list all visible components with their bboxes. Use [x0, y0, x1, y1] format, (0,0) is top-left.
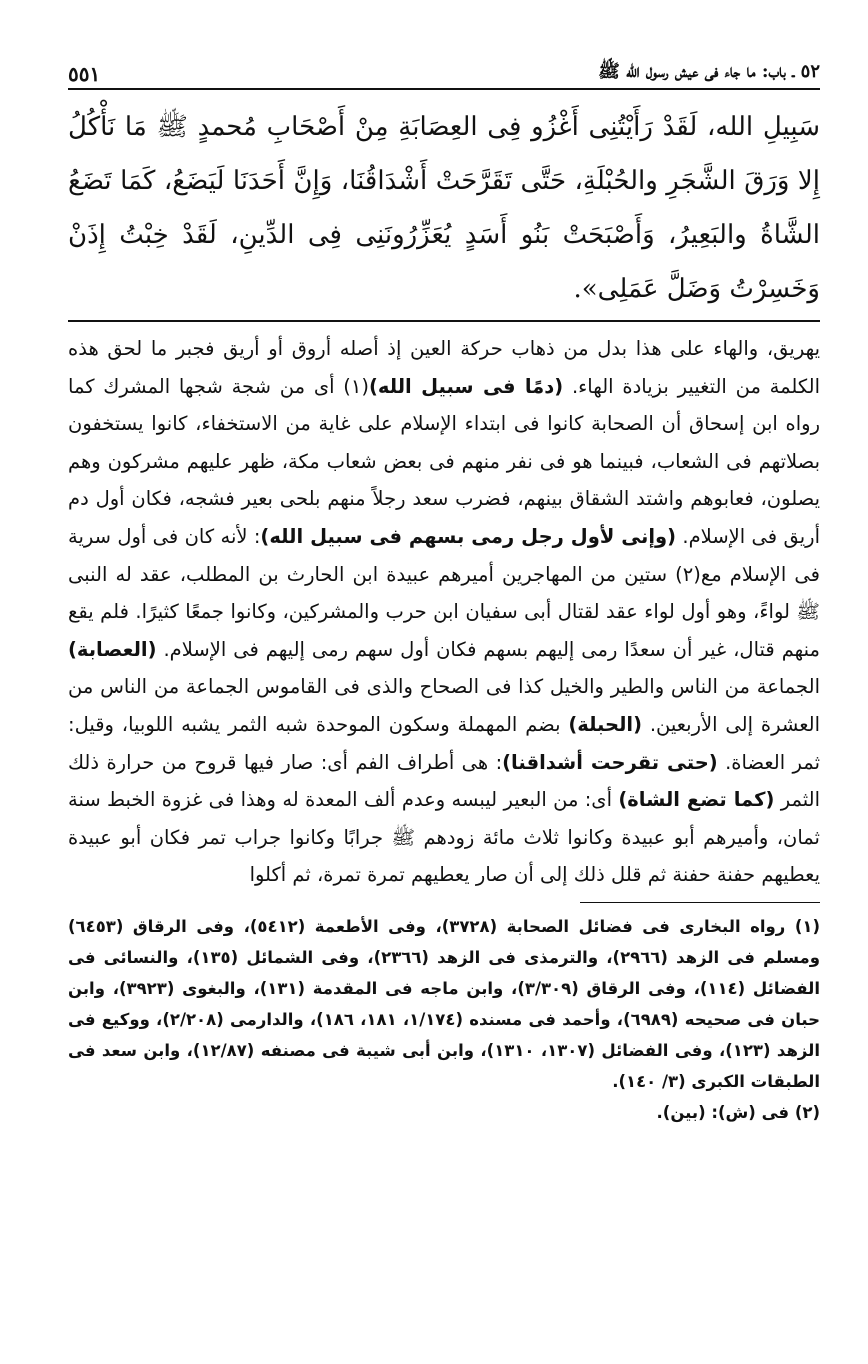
- commentary-run: يهريق، والهاء على هذا بدل من ذهاب حركة العين إذ أصله أروق أو أريق فجبر ما لحق هذه الكلمة من التغيير بزيادة الهاء.: [68, 337, 820, 398]
- commentary-run: : هى أطراف الفم أى: صار فيها قروح من حرارة ذلك الثمر: [68, 750, 820, 812]
- running-header: [68, 52, 820, 90]
- lemma-heading: (وإنى لأول رجل رمى بسهم فى سبيل الله): [260, 524, 677, 548]
- commentary-run: (١) أى من شجة شجها المشرك كما رواه ابن إسحاق أن الصحابة كانوا فى ابتداء الإسلام على غاية من الاستخفاء، كانوا يستخفون بصلاتهم فى الشعاب، فبينما هو فى نفر منهم فى بعض شعاب مكة، ظهر عليهم مشركون وهم يصلون، فعابوهم واشتد الشقاق بينهم، فضرب سعد رجلاً منهم بلحى بعير فشجه، فكان أول دم أريق فى الإسلام.: [68, 374, 820, 548]
- footnote-divider: [580, 902, 820, 903]
- footnote-2: (٢) فى (ش): (بين).: [656, 1102, 820, 1122]
- footnote-1: (١) رواه البخارى فى فضائل الصحابة (٣٧٢٨)، وفى الأطعمة (٥٤١٢)، وفى الرقاق (٦٤٥٣) ومسلم فى الزهد (٢٩٦٦)، والترمذى فى الزهد (٢٣٦٦)، وفى الشمائل (١٣٥)، والنسائى فى الفضائل (١١٤)، وفى الرقاق (٣/٣٠٩)، وابن ماجه فى المقدمة (١٣١)، والبغوى (٣٩٢٣)، وابن حبان فى صحيحه (٦٩٨٩)، وأحمد فى مسنده (١/١٧٤، ١٨١، ١٨٦)، والدارمى (٢/٢٠٨)، ووكيع فى الزهد (١٢٣)، وفى الفضائل (١٣٠٧، ١٣١٠)، وابن أبى شيبة فى مصنفه (١٢/٨٧)، وابن سعد فى الطبقات الكبرى (٣/ ١٤٠).: [68, 916, 821, 1091]
- commentary-run: أى: من البعير ليبسه وعدم ألف المعدة له وهذا فى غزوة الخبط سنة ثمان، وأميرهم أبو عبيدة وكانوا ثلاث مائة زودهم ﷺ جرابًا وكانوا جراب تمر فكان أبو عبيدة يعطيهم حفنة حفنة ثم قلل ذلك إلى أن صار يعطيهم تمرة تمرة، ثم أكلوا: [68, 788, 820, 887]
- chapter-title: ٥٢ ـ باب: ما جاء فى عيش رسول الله ﷺ: [598, 61, 820, 82]
- lemma-heading: (حتى تقرحت أشداقنا): [502, 750, 718, 774]
- lemma-heading: (العصابة): [68, 637, 157, 661]
- lemma-heading: (الحبلة): [568, 712, 642, 736]
- hadith-text: سَبِيلِ الله، لَقَدْ رَأَيْتُنِى أَغْزُو فِى العِصَابَةِ مِنْ أَصْحَابِ مُحمدٍ ﷺ مَا نَأْكُلُ إِلا وَرَقَ الشَّجَرِ والحُبْلَةِ، حَتَّى تَقَرَّحَتْ أَشْدَاقُنَا، وَإِنَّ أَحَدَنَا لَيَضَعُ، كَمَا تَضَعُ الشَّاةُ والبَعِيرُ، وَأَصْبَحَتْ بَنُو أَسَدٍ يُعَزِّرُونَنِى فِى الدِّينِ، لَقَدْ خِبْتُ إِذَنْ وَخَسِرْتُ وَضَلَّ عَمَلِى».: [68, 112, 820, 304]
- lemma-heading: (دمًا فى سبيل الله): [369, 374, 564, 398]
- commentary-run: الجماعة من الناس والطير والخيل كذا فى الصحاح والذى فى القاموس الجماعة من الناس من العشرة إلى الأربعين.: [68, 675, 820, 736]
- commentary-text: [68, 330, 820, 894]
- page-number: ٥٥١: [68, 62, 101, 86]
- lemma-heading: (كما تضع الشاة): [618, 788, 775, 812]
- footnotes: [68, 911, 820, 1128]
- commentary-run: : لأنه كان فى أول سرية فى الإسلام مع(٢) ستين من المهاجرين أميرهم عبيدة ابن الحارث بن المطلب، عقد له النبى ﷺ لواءً، وهو أول لواء عقد لقتال أبى سفيان ابن حرب والمشركين، وكانوا جمعًا كثيرًا. فلم يقع منهم قتال، غير أن سعدًا رمى إليهم بسهم فكان أول سهم رمى إليهم فى الإسلام.: [68, 524, 820, 661]
- section-divider: [68, 320, 820, 322]
- commentary-run: بضم المهملة وسكون الموحدة شبه الثمر يشبه اللوبيا، وقيل: ثمر العضاة.: [68, 712, 820, 774]
- book-page: [68, 52, 820, 1128]
